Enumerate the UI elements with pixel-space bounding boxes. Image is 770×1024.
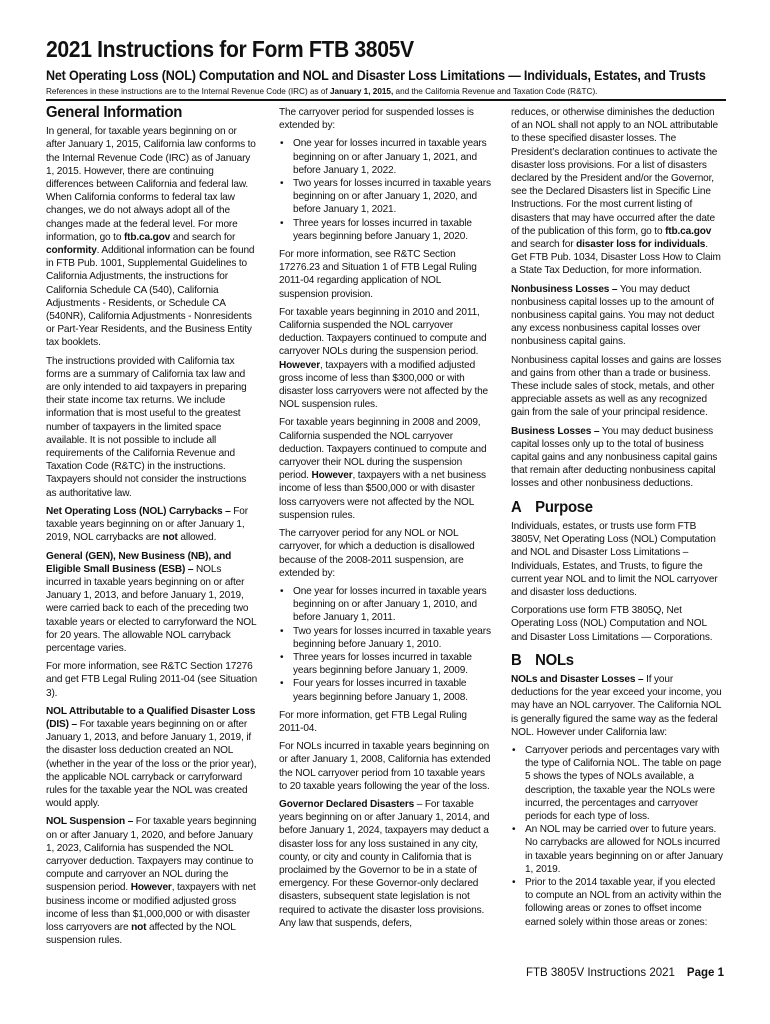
disaster-loss-paragraph: NOL Attributable to a Qualified Disaster Loss (DIS) – For taxable years beginning on or after January 1, 2013, and before January 1, 2019, if the disaster loss deduction created an NOL (whether in the year of the loss or the prior year), the applicable NOL carryback or carryforward rules for the taxable year the NOL was created would apply.	[46, 705, 257, 810]
list-item: • Four years for losses incurred in taxable years beginning before January 1, 2008.	[279, 677, 491, 703]
business-losses-paragraph: Business Losses – You may deduct business capital losses only up to the total of business capital gains and any nonbusiness capital gains that remain after deducting nonbusiness capital losses and other nonbusiness deductions.	[511, 425, 718, 490]
references-note: References in these instructions are to the Internal Revenue Code (IRC) as of January 1, 2015, and the California Revenue and Taxation Code (R&TC).	[46, 87, 598, 96]
nols-disaster-paragraph: NOLs and Disaster Losses – If your deductions for the year exceed your income, you may have an NOL carryover. The California NOL is generally figured the same way as the federal NOL. However under California law:	[511, 673, 722, 738]
page-title: 2021 Instructions for Form FTB 3805V	[46, 36, 414, 62]
list-item: • An NOL may be carried over to future years. No carrybacks are allowed for NOLs incurred in taxable years beginning on or after January 1, 2019.	[511, 823, 723, 876]
nol-suspension-paragraph: NOL Suspension – For taxable years beginning on or after January 1, 2020, and before January 1, 2023, California has suspended the NOL carryover deduction. Taxpayers may continue to compute and carryover an NOL during the suspension period. However, taxpayers with net business income or modified adjusted gross income of less than $1,000,000 or with disaster loss carryovers are not affected by the NOL suspension rules.	[46, 816, 257, 947]
nonbusiness-losses-paragraph: Nonbusiness Losses – You may deduct nonbusiness capital losses up to the amount of nonbusiness capital gains. You may not deduct any excess nonbusiness capital losses over nonbusiness capital gains.	[511, 283, 715, 348]
list-item: • Carryover periods and percentages vary with the type of California NOL. The table on page 5 shows the types of NOLs available, a description, the taxable year the NOLs were incurred, the percentages and carryover periods for each type of loss.	[511, 744, 723, 823]
suspension-2010-paragraph: For taxable years beginning in 2010 and 2011, California suspended the NOL carryover deduction. Taxpayers continued to compute and carryover NOLs during the suspension period. However, taxpayers with a modified adjusted gross income of less than $300,000 or with disaster loss carryovers were not affected by the NOL suspension rules.	[279, 306, 489, 411]
page-footer	[526, 967, 724, 979]
carryover-period-paragraph: The carryover period for any NOL or NOL carryover, for which a deduction is disallowed because of the 2008-2011 suspension, are extended by:	[279, 528, 475, 579]
list-item: • One year for losses incurred in taxable years beginning on or after January 1, 2010, and before January 1, 2011.	[279, 585, 491, 625]
more-info-paragraph-3: For more information, get FTB Legal Ruling 2011-04.	[279, 709, 467, 734]
purpose-heading: A Purpose	[511, 498, 593, 516]
purpose-paragraph-2: Corporations use form FTB 3805Q, Net Operating Loss (NOL) Computation and NOL and Disaster Loss Limitations — Corporations.	[511, 605, 713, 643]
list-item: • One year for losses incurred in taxable years beginning on or after January 1, 2021, and before January 1, 2022.	[279, 137, 491, 177]
column-right	[511, 106, 723, 934]
carryover-extension-list	[279, 585, 491, 704]
form-label: FTB 3805V Instructions 2021	[525, 967, 675, 979]
suspension-extension-list	[279, 137, 491, 243]
column-left	[46, 106, 258, 952]
list-item: • Prior to the 2014 taxable year, if you elected to compute an NOL from an activity within the following areas or zones to offset income earned solely within those areas or zones:	[511, 876, 723, 929]
carryover-20-years-paragraph: For NOLs incurred in taxable years beginning on or after January 1, 2008, California has extended the NOL carryover period from 10 taxable years to 20 taxable years following the year of the loss.	[279, 741, 491, 792]
general-paragraph-summary: The instructions provided with California tax forms are a summary of California tax law and are only intended to aid taxpayers in preparing their state income tax returns. We include information that is most useful to the greatest number of taxpayers in the limited space available. It is not possible to include all requirements of the California Revenue and Taxation Code (R&TC) in the instructions. Taxpayers should not consider the instructions as authoritative law.	[46, 355, 247, 499]
suspension-2008-paragraph: For taxable years beginning in 2008 and 2009, California suspended the NOL carryover deduction. Taxpayers continued to compute and carryover their NOL during the suspension period. However, taxpayers with a net business income of less than $500,000 or with disaster loss carryovers were not affected by the NOL suspension rules.	[279, 417, 487, 521]
ftb-website-link[interactable]: ftb.ca.gov	[665, 225, 712, 237]
more-info-paragraph-1: For more information, see R&TC Section 17276 and get FTB Legal Ruling 2011-04 (see Situation 3).	[46, 661, 258, 699]
list-item: • Two years for losses incurred in taxable years beginning on or after January 1, 2020, and before January 1, 2021.	[279, 177, 491, 217]
more-info-paragraph-2: For more information, see R&TC Section 17276.23 and Situation 1 of FTB Legal Ruling 2011-04 regarding application of NOL suspension provision.	[279, 249, 477, 300]
nols-heading: B NOLs	[511, 651, 574, 669]
california-nol-rules-list	[511, 744, 723, 929]
column-middle	[279, 106, 491, 935]
header-rule	[46, 99, 726, 101]
disaster-continued-paragraph: reduces, or otherwise diminishes the deduction of an NOL shall not apply to an NOL attributable to these specified disaster losses. The President’s declaration continues to activate the disaster loss provisions. For a list of disasters declared by the President and/or the Governor, see the Declared Disasters list in Specific Line Instructions. For the most current listing of disasters that may have occurred after the date of the publication of this form, go to ftb.ca.gov and search for disaster loss for individuals. Get FTB Pub. 1034, Disaster Loss How to Claim a State Tax Deduction, for more information.	[511, 107, 721, 277]
general-information-heading: General Information	[46, 104, 183, 121]
purpose-paragraph-1: Individuals, estates, or trusts use form FTB 3805V, Net Operating Loss (NOL) Computation and NOL and Disaster Loss Limitations – Individuals, Estates, and Trusts, to figure the current year NOL and to limit the NOL carryover and disaster loss deductions.	[511, 520, 718, 598]
general-paragraph-conformity: In general, for taxable years beginning on or after January 1, 2015, California law conforms to the Internal Revenue Code (IRC) as of January 1, 2015. However, there are continuing differences between California and federal law. When California conforms to federal tax law changes, we do not always adopt all of the changes made at the federal level. For more information, go to ftb.ca.gov and search for conformity. Additional information can be found in FTB Pub. 1001, Supplemental Guidelines to California Adjustments, the instructions for California Schedule CA (540), California Adjustments - Residents, or Schedule CA (540NR), California Adjustments - Nonresidents or Part-Year Residents, and the Business Entity tax booklets.	[46, 126, 256, 349]
governor-disasters-paragraph: Governor Declared Disasters – For taxable years beginning on or after January 1, 2014, and before January 1, 2024, taxpayers may deduct a disaster loss for any loss sustained in any city, county, or city and county in California that is proclaimed by the Governor to be in a state of emergency. For these Governor-only declared disasters, subsequent state legislation is not required to activate the disaster loss provisions. Any law that suspends, defers,	[279, 798, 490, 929]
nol-carrybacks-paragraph: Net Operating Loss (NOL) Carrybacks – For taxable years beginning on or after January 1, 2019, NOL carrybacks are not allowed.	[46, 505, 248, 544]
list-item: • Two years for losses incurred in taxable years beginning before January 1, 2010.	[279, 625, 491, 651]
list-item: • Three years for losses incurred in taxable years beginning before January 1, 2009.	[279, 651, 491, 677]
nonbusiness-definition-paragraph: Nonbusiness capital losses and gains are losses and gains from other than a trade or business. These include sales of stock, metals, and other appreciable assets as well as any recognized gain from the sale of your principal residence.	[511, 354, 722, 419]
page-number: Page 1	[686, 967, 724, 979]
ftb-website-link[interactable]: ftb.ca.gov	[123, 231, 171, 243]
page-subtitle: Net Operating Loss (NOL) Computation and NOL and Disaster Loss Limitations — Individuals, Estates, and Trusts	[46, 68, 706, 83]
suspended-losses-intro: The carryover period for suspended losses is extended by:	[279, 107, 474, 132]
list-item: • Three years for losses incurred in taxable years beginning before January 1, 2020.	[279, 217, 491, 243]
gen-nb-esb-paragraph: General (GEN), New Business (NB), and Eligible Small Business (ESB) – NOLs incurred in taxable years beginning on or after January 1, 2013, and before January 1, 2019, were carried back to each of the preceding two taxable years or elected to carryforward the NOL for 20 years. The allowable NOL carryback percentage varies.	[46, 550, 257, 654]
